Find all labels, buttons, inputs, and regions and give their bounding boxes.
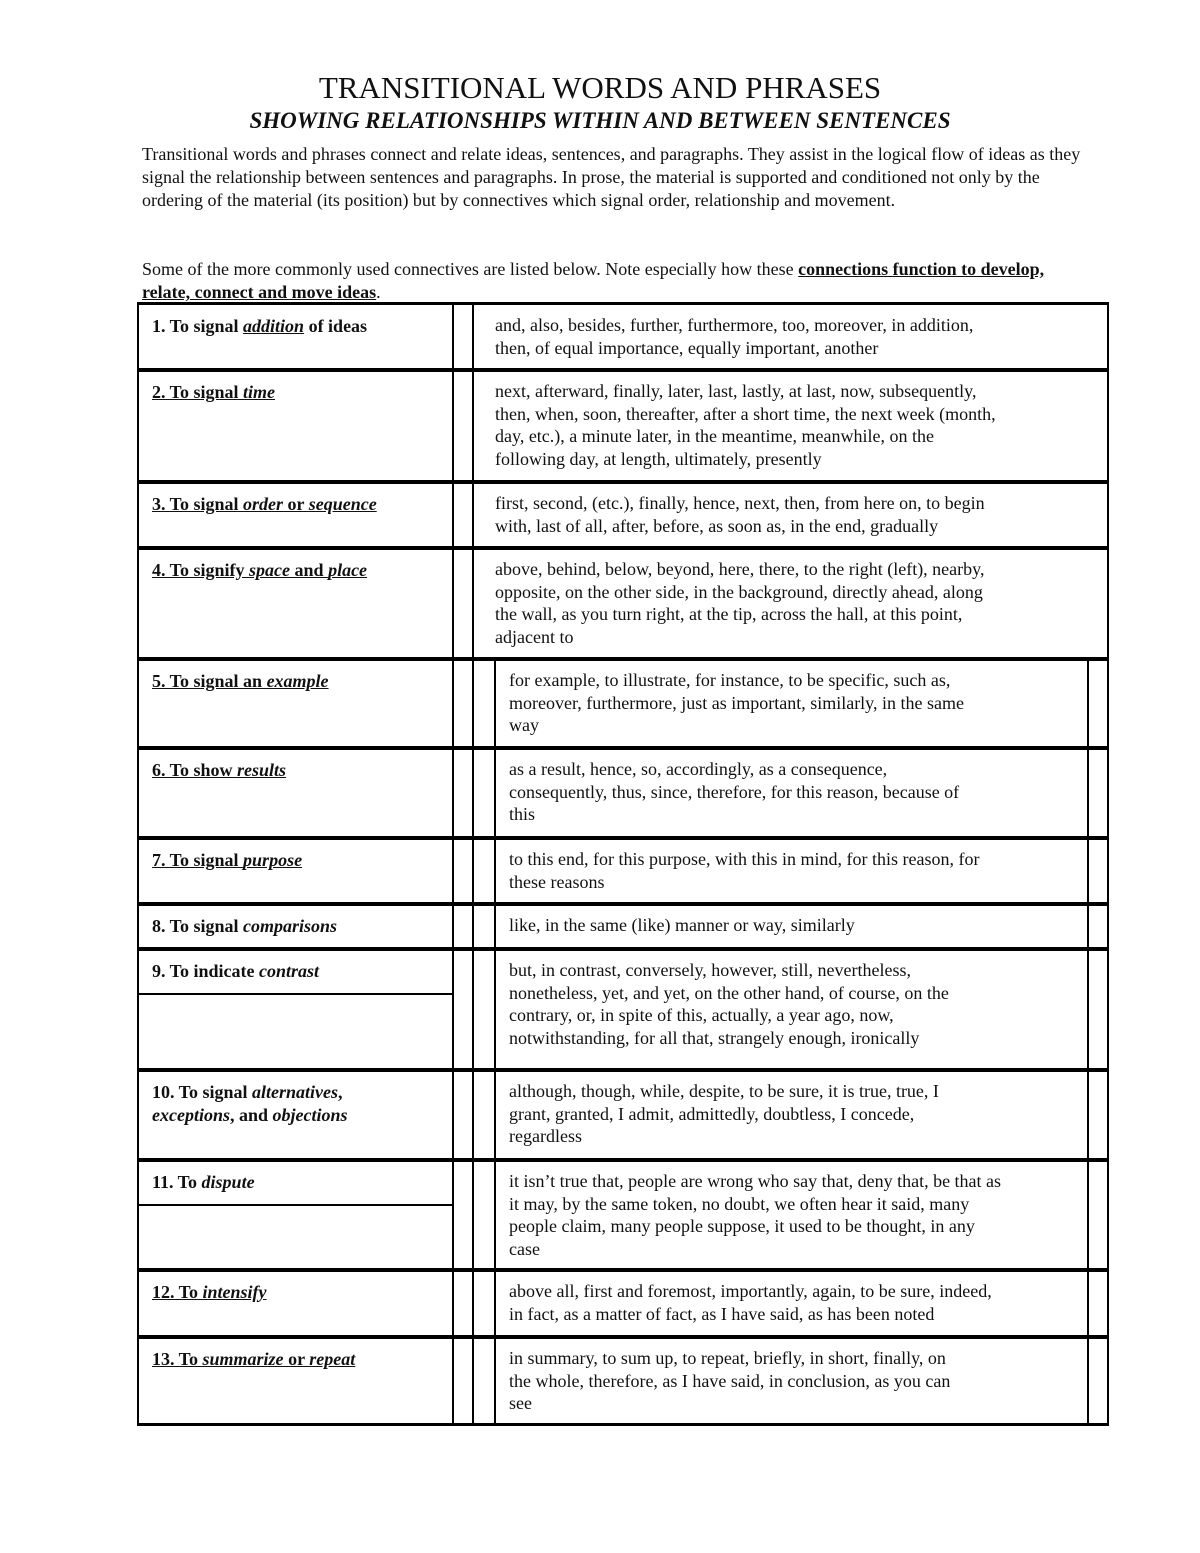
row-4-label-mid: and <box>290 560 329 580</box>
row-12-right-border <box>1107 1269 1109 1338</box>
row-10-top-border <box>137 1068 1109 1071</box>
row-1-label <box>152 315 447 338</box>
row-4-right-border <box>1107 547 1109 660</box>
row-13-label-mid: or <box>283 1349 310 1369</box>
row-6-divider-3 <box>494 747 496 839</box>
row-8-left-border <box>137 903 139 950</box>
row-10-label-pre: 10. To signal <box>152 1082 253 1102</box>
row-4-left-border <box>137 547 139 660</box>
row-6-label-a: results <box>237 760 287 780</box>
row-13-divider-3 <box>494 1336 496 1425</box>
row-7-right-border <box>1107 837 1109 905</box>
row-4-label-a: space <box>249 560 291 580</box>
row-12-divider-4 <box>1087 1269 1089 1338</box>
row-8-divider-1 <box>452 903 454 950</box>
row-13-label-b: repeat <box>309 1349 356 1369</box>
row-8-top-border <box>137 902 1109 905</box>
row-9-top-border <box>137 947 1109 950</box>
row-9-label-a: contrast <box>259 961 320 981</box>
row-9-label-pre: 9. To indicate <box>152 961 260 981</box>
row-7-connectives: to this end, for this purpose, with this in mind, for this reason, for these reasons <box>509 849 980 892</box>
row-5-connectives: for example, to illustrate, for instance, to be specific, such as, moreover, furthermore, just as important, similarly, in the same way <box>509 670 964 735</box>
row-7-label <box>152 849 447 872</box>
row-8-label-pre: 8. To signal <box>152 916 244 936</box>
row-4-connectives: above, behind, below, beyond, here, there, to the right (left), nearby, opposite, on the other side, in the background, directly ahead, along the wall, as you turn right, at the tip, across the hall, at this point, adjacent to <box>495 559 985 647</box>
row-1-label-pre: 1. To signal <box>152 316 244 336</box>
row-11-label-pre: 11. To <box>152 1172 202 1192</box>
row-6-divider-2 <box>472 747 474 839</box>
row-9-divider-2 <box>472 948 474 1071</box>
row-11-right-border <box>1107 1159 1109 1271</box>
row-2-label <box>152 381 447 404</box>
row-8-right-border <box>1107 903 1109 950</box>
row-8-divider-4 <box>1087 903 1089 950</box>
row-6-right-border <box>1107 747 1109 839</box>
row-5-right-border <box>1107 658 1109 749</box>
row-3-top-border <box>137 480 1109 483</box>
row-11-label-a: dispute <box>201 1172 255 1192</box>
row-12-top-border <box>137 1268 1109 1271</box>
row-13-divider-2 <box>472 1336 474 1425</box>
intro2-end: . <box>376 282 381 302</box>
row-1-right-border <box>1107 303 1109 371</box>
row-8-divider-3 <box>494 903 496 950</box>
row-9-mid-split <box>472 993 474 995</box>
row-11-connectives: it isn’t true that, people are wrong who say that, deny that, be that as it may, by the same token, no doubt, we often hear it said, many people claim, many people suppose, it used to be thought, in any case <box>509 1171 1002 1259</box>
row-11-mid-split <box>472 1204 474 1206</box>
row-2-left-border <box>137 369 139 483</box>
row-1-left-border <box>137 303 139 371</box>
row-4-top-border <box>137 546 1109 549</box>
row-3-divider-2 <box>472 481 474 549</box>
row-5-label <box>152 670 447 693</box>
row-6-left-border <box>137 747 139 839</box>
row-13-divider-4 <box>1087 1336 1089 1425</box>
row-2-connectives: next, afterward, finally, later, last, lastly, at last, now, subsequently, then, when, soon, thereafter, after a short time, the next week (month, day, etc.), a minute later, in the meantime, meanwhile, on the following day, at length, ultimately, presently <box>495 381 996 469</box>
row-10-label-post: , and <box>230 1105 273 1125</box>
intro2-bold: connections function to develop, relate, connect and move ideas <box>142 259 1045 302</box>
row-11-top-border <box>137 1158 1109 1161</box>
row-12-connectives: above all, first and foremost, importantly, again, to be sure, indeed, in fact, as a matter of fact, as I have said, as has been noted <box>509 1281 992 1324</box>
row-10-right-border <box>1107 1069 1109 1161</box>
row-13-divider-1 <box>452 1336 454 1425</box>
row-6-label <box>152 759 447 782</box>
row-1-divider-2 <box>472 303 474 371</box>
row-11-divider-4 <box>1087 1159 1089 1271</box>
row-9-right-border <box>1107 948 1109 1071</box>
row-3-label-a: order <box>243 494 284 514</box>
row-7-top-border <box>137 836 1109 839</box>
row-6-divider-4 <box>1087 747 1089 839</box>
row-10-divider-3 <box>494 1069 496 1161</box>
row-1-top-border <box>137 302 1109 305</box>
row-10-divider-1 <box>452 1069 454 1161</box>
row-3-label <box>152 493 447 516</box>
row-4-divider-2 <box>472 547 474 660</box>
row-7-label-pre: 7. To signal <box>152 850 244 870</box>
row-8-label <box>152 915 447 938</box>
row-9-divider-1 <box>452 948 454 1071</box>
row-2-top-border <box>137 368 1109 371</box>
row-4-label-b: place <box>328 560 368 580</box>
row-10-divider-2 <box>472 1069 474 1161</box>
row-4-label-pre: 4. To signify <box>152 560 250 580</box>
row-10-label-mid: , <box>338 1082 343 1102</box>
row-5-divider-2 <box>472 658 474 749</box>
row-13-bottom-border <box>137 1423 1109 1426</box>
row-5-label-a: example <box>266 671 329 691</box>
row-3-divider-1 <box>452 481 454 549</box>
row-5-label-pre: 5. To signal an <box>152 671 267 691</box>
row-9-connectives: but, in contrast, conversely, however, still, nevertheless, nonetheless, yet, and yet, on the other hand, of course, on the contrary, or, in spite of this, actually, a year ago, now, notwithstanding, for all that, strangely enough, ironically <box>509 960 949 1048</box>
row-2-divider-1 <box>452 369 454 483</box>
row-13-top-border <box>137 1335 1109 1338</box>
row-11-left-border <box>137 1159 139 1271</box>
row-5-divider-1 <box>452 658 454 749</box>
row-6-divider-1 <box>452 747 454 839</box>
row-4-label <box>152 559 447 582</box>
row-5-divider-3 <box>494 658 496 749</box>
page-subtitle: SHOWING RELATIONSHIPS WITHIN AND BETWEEN SENTENCES <box>249 108 951 133</box>
row-12-divider-1 <box>452 1269 454 1338</box>
row-12-left-border <box>137 1269 139 1338</box>
intro2-plain: Some of the more commonly used connectives are listed below. Note especially how these <box>142 259 799 279</box>
row-2-label-a: time <box>243 382 276 402</box>
row-1-divider-1 <box>452 303 454 371</box>
row-13-label-a: summarize <box>202 1349 284 1369</box>
row-7-label-a: purpose <box>243 850 303 870</box>
row-8-connectives: like, in the same (like) manner or way, similarly <box>509 915 855 935</box>
row-12-label-pre: 12. To <box>152 1282 203 1302</box>
row-1-connectives: and, also, besides, further, furthermore, too, moreover, in addition, then, of equal importance, equally important, another <box>495 315 974 358</box>
row-7-divider-1 <box>452 837 454 905</box>
row-10-left-border <box>137 1069 139 1161</box>
row-3-label-b: sequence <box>308 494 377 514</box>
row-12-label <box>152 1281 447 1304</box>
row-2-right-border <box>1107 369 1109 483</box>
intro-paragraph: Transitional words and phrases connect and relate ideas, sentences, and paragraphs. They assist in the logical flow of ideas as they signal the relationship between sentences and paragraphs. In prose, the material is supported and conditioned not only by the ordering of the material (its position) but by connectives which signal order, relationship and movement. <box>142 144 1081 210</box>
row-10-label <box>152 1081 447 1127</box>
row-3-label-mid: or <box>283 494 309 514</box>
row-5-divider-4 <box>1087 658 1089 749</box>
row-5-top-border <box>137 657 1109 660</box>
row-7-divider-3 <box>494 837 496 905</box>
row-8-divider-2 <box>472 903 474 950</box>
row-11-divider-2 <box>472 1159 474 1271</box>
row-3-label-pre: 3. To signal <box>152 494 244 514</box>
row-13-left-border <box>137 1336 139 1425</box>
row-9-divider-3 <box>494 948 496 1071</box>
row-10-label-b: exceptions <box>152 1105 230 1125</box>
row-11-divider-1 <box>452 1159 454 1271</box>
page-title: TRANSITIONAL WORDS AND PHRASES <box>318 70 882 105</box>
row-3-connectives: first, second, (etc.), finally, hence, next, then, from here on, to begin with, last of all, after, before, as soon as, in the end, gradually <box>495 493 985 536</box>
row-10-connectives: although, though, while, despite, to be sure, it is true, true, I grant, granted, I admit, admittedly, doubtless, I concede, regardless <box>509 1081 939 1146</box>
row-8-label-a: comparisons <box>243 916 338 936</box>
row-13-label <box>152 1348 447 1371</box>
row-13-connectives: in summary, to sum up, to repeat, briefly, in short, finally, on the whole, therefore, as I have said, in conclusion, as you can see <box>509 1348 951 1413</box>
row-9-left-border <box>137 948 139 1071</box>
row-6-connectives: as a result, hence, so, accordingly, as a consequence, consequently, thus, since, therefore, for this reason, because of this <box>509 759 960 824</box>
row-13-label-pre: 13. To <box>152 1349 203 1369</box>
row-3-right-border <box>1107 481 1109 549</box>
row-5-left-border <box>137 658 139 749</box>
row-9-label <box>152 960 447 983</box>
row-11-label-split <box>137 1204 454 1206</box>
row-11-divider-3 <box>494 1159 496 1271</box>
row-10-label-c: objections <box>272 1105 348 1125</box>
row-6-top-border <box>137 746 1109 749</box>
row-7-left-border <box>137 837 139 905</box>
intro-paragraph-2 <box>142 258 1092 304</box>
row-12-divider-3 <box>494 1269 496 1338</box>
row-12-label-a: intensify <box>202 1282 267 1302</box>
row-7-divider-2 <box>472 837 474 905</box>
row-7-divider-4 <box>1087 837 1089 905</box>
row-1-label-mid: of ideas <box>304 316 368 336</box>
row-13-right-border <box>1107 1336 1109 1425</box>
row-2-label-pre: 2. To signal <box>152 382 244 402</box>
row-10-label-a: alternatives <box>252 1082 339 1102</box>
row-2-divider-2 <box>472 369 474 483</box>
row-11-label <box>152 1171 447 1194</box>
row-4-divider-1 <box>452 547 454 660</box>
row-12-divider-2 <box>472 1269 474 1338</box>
row-6-label-pre: 6. To show <box>152 760 238 780</box>
row-10-divider-4 <box>1087 1069 1089 1161</box>
row-9-divider-4 <box>1087 948 1089 1071</box>
row-9-label-split <box>137 993 454 995</box>
row-3-left-border <box>137 481 139 549</box>
row-1-label-a: addition <box>243 316 305 336</box>
